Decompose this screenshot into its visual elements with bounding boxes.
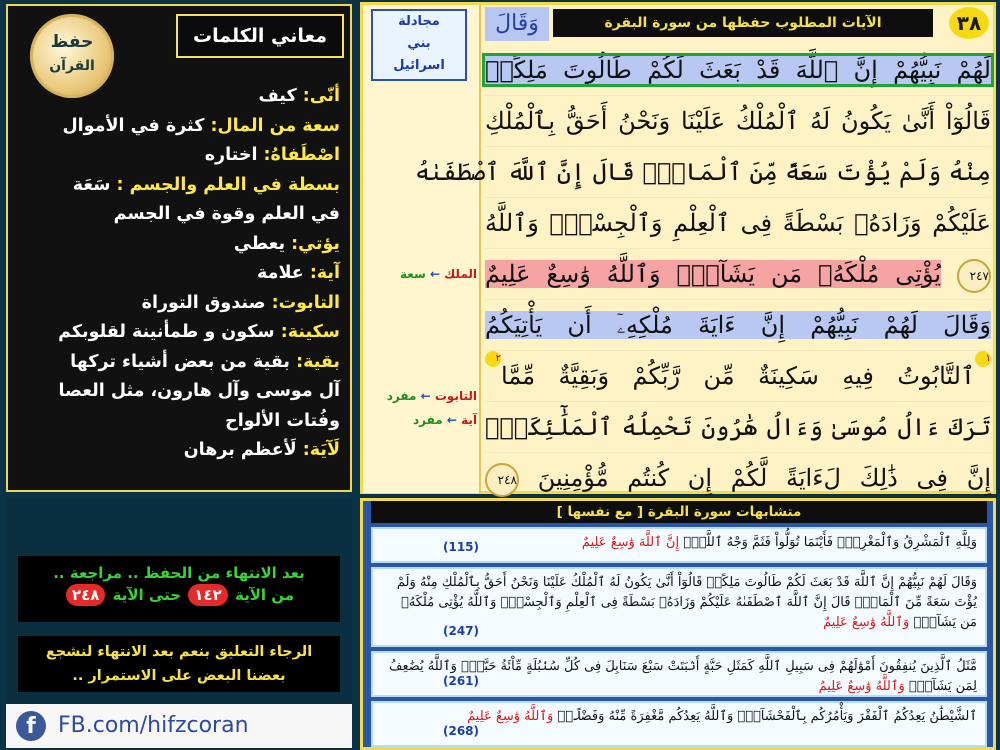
meaning-word: أنّى:	[302, 86, 340, 106]
mark-1-badge: ١	[975, 351, 991, 367]
meaning-line	[10, 318, 340, 348]
meaning-word: سعة من المال:	[210, 115, 340, 136]
meaning-word: اصْطَفاهُ:	[263, 145, 340, 165]
mushaf-header: الآيات المطلوب حفظها من سورة البقرة	[553, 9, 933, 37]
arrow-left-icon: ←	[446, 413, 457, 427]
meaning-word: بسطة في العلم والجسم :	[116, 174, 340, 195]
quran-line-2-text: قَالُوٓاْ أَنَّىٰ يَكُونُ لَهُ ٱلْمُلْكُ عَلَيْنَا وَنَحْنُ أَحَقُّ بِٱلْمُلْكِ	[485, 107, 991, 135]
mushaf-panel	[360, 2, 996, 494]
side-note-tabut	[367, 389, 477, 403]
side-note-ayah	[367, 413, 477, 427]
meaning-line	[10, 436, 340, 466]
similar-verse-highlight: إِنَّ ٱللَّهَ وَٰسِعٌ عَلِيمٌ	[581, 535, 680, 550]
meaning-line	[10, 289, 340, 319]
meaning-line	[10, 230, 340, 260]
similar-verse-ref: (268)	[443, 724, 480, 738]
mujadala-line-3: اسرائيل	[393, 58, 445, 73]
review-from-label: من الآية	[234, 586, 295, 604]
quran-line-9	[485, 453, 991, 504]
arrow-left-icon: ←	[430, 267, 441, 281]
quran-line-5-text: يُؤْتِى مُلْكَهُۥ مَن يَشَآءُۚ وَٱللَّهُ وَٰسِعٌ عَلِيمٌ	[485, 260, 942, 288]
facebook-bar[interactable]	[6, 704, 352, 748]
side-note-sa3a-word: سعة	[399, 267, 426, 281]
review-note	[18, 556, 340, 622]
mushaf-side-column	[363, 5, 481, 493]
mark-2-badge: ٢	[485, 351, 501, 367]
meaning-line	[10, 171, 340, 201]
quran-line-8-text: تَرَكَ ءَالُ مُوسَىٰ وَءَالُ هَٰرُونَ تَحْمِلُهُ ٱلْمَلَٰٓئِكَةُۚ	[485, 413, 991, 441]
logo-line-1: حفظ	[50, 32, 94, 52]
quran-line-7-text: ٱلتَّابُوتُ فِيهِ سَكِينَةٌ مِّن رَّبِّكُمْ وَبَقِيَّةٌ مِّمَّا	[501, 362, 975, 390]
quran-line-6	[485, 300, 991, 351]
review-to-label: حتى الآية	[112, 586, 182, 604]
quran-line-8	[485, 402, 991, 453]
similar-verse-highlight: وَٱللَّهُ وَٰسِعٌ عَلِيمٌ	[467, 709, 554, 724]
meaning-word: آية:	[309, 263, 340, 283]
comment-note	[18, 636, 340, 692]
meanings-panel	[6, 4, 352, 492]
side-note-mulk-word: الملك	[444, 267, 477, 281]
meaning-word: سكينة:	[280, 322, 340, 342]
meanings-title: معاني الكلمات	[176, 14, 344, 58]
facebook-icon: f	[16, 711, 46, 741]
review-note-line-1: بعد الانتهاء من الحفظ .. مراجعة ..	[53, 564, 305, 582]
meaning-text: لَأعظم برهان	[183, 440, 303, 460]
similar-verse-row	[371, 527, 987, 563]
side-note-ayah-word: آية	[461, 413, 477, 427]
similar-verse-highlight: وَٱللَّهُ وَٰسِعٌ عَلِيمٌ	[823, 615, 910, 630]
quran-line-2	[485, 96, 991, 147]
meaning-line	[10, 141, 340, 171]
similar-verse-highlight: وَٱللَّهُ وَٰسِعٌ عَلِيمٌ	[818, 679, 905, 694]
arrow-left-icon: ←	[420, 389, 431, 403]
meaning-text: اختاره	[204, 145, 264, 165]
mujadala-badge	[371, 9, 467, 81]
quran-line-5	[485, 249, 991, 300]
meaning-line	[10, 259, 340, 289]
mujadala-line-2: بني	[407, 36, 431, 51]
meaning-line	[10, 348, 340, 378]
quran-line-4	[485, 198, 991, 249]
quran-line-1-text: لَهُمْ نَبِيُّهُمْ إِنَّ ٱللَّهَ قَدْ بَعَثَ لَكُمْ طَالُوتَ مَلِكًاۚ	[485, 56, 991, 84]
meaning-text: في العلم وقوة في الجسم	[113, 204, 340, 224]
comment-note-line-1: الرجاء التعليق بنعم بعد الانتهاء لنشجع	[45, 644, 313, 660]
waqala-word: وَقَالَ	[485, 7, 549, 41]
comment-note-line-2: بعضنا البعض على الاستمرار ..	[72, 668, 286, 684]
quran-line-6-text: وَقَالَ لَهُمْ نَبِيُّهُمْ إِنَّ ءَايَةَ مُلْكِهِۦٓ أَن يَأْتِيَكُمُ	[485, 311, 991, 339]
meaning-word: لَآيَة:	[302, 440, 340, 460]
side-note-mufrad-2: مفرد	[412, 413, 443, 427]
quran-line-1	[485, 45, 991, 96]
similar-verses-panel	[360, 498, 996, 750]
meaning-text: يعطي	[233, 233, 292, 254]
page-number-badge: ٣٨	[949, 7, 989, 39]
similar-verse-text: مَّثَلُ ٱلَّذِينَ يُنفِقُونَ أَمْوَٰلَهُمْ فِى سَبِيلِ ٱللَّهِ كَمَثَلِ حَبَّةٍ أَنۢبَتَتْ سَبْعَ سَنَابِلَ فِى كُلِّ سُنۢبُلَةٍ مِّاْئَةُ حَبَّةٍۗ وَٱللَّهُ يُضَٰعِفُ لِمَن يَشَآءُۗ	[389, 659, 977, 694]
meaning-text: آل موسى وآل هارون، مثل العصا	[58, 381, 340, 401]
review-from-number: ١٤٢	[188, 584, 227, 606]
review-to-number: ٢٤٨	[66, 584, 105, 606]
quran-line-3	[415, 147, 991, 198]
meaning-text: بقية من بعض أشياء تركها	[70, 351, 297, 372]
similar-verses-title: متشابهات سورة البقرة [ مع نفسها ]	[371, 501, 987, 523]
facebook-link[interactable]: FB.com/hifzcoran	[58, 713, 249, 738]
side-note-mulk	[367, 267, 477, 281]
similar-verse-text: وَقَالَ لَهُمْ نَبِيُّهُمْ إِنَّ ٱللَّهَ قَدْ بَعَثَ لَكُمْ طَالُوتَ مَلِكًاۚ قَالُوٓاْ أَنَّىٰ يَكُونُ لَهُ ٱلْمُلْكُ عَلَيْنَا وَنَحْنُ أَحَقُّ بِٱلْمُلْكِ مِنْهُ وَلَمْ يُؤْتَ سَعَةً مِّنَ ٱلْمَالِۚ قَالَ إِنَّ ٱللَّهَ ٱصْطَفَىٰهُ عَلَيْكُمْ وَزَادَهُۥ بَسْطَةً فِى ٱلْعِلْمِ وَٱلْجِسْمِۖ وَٱللَّهُ يُؤْتِى مُلْكَهُۥ مَن يَشَآءُۚ	[396, 575, 977, 630]
meanings-list	[10, 82, 340, 466]
meaning-line	[10, 200, 340, 230]
meaning-word: بقية:	[296, 351, 340, 372]
meaning-text: كيف	[258, 86, 303, 106]
similar-verse-ref: (247)	[443, 624, 480, 638]
meaning-word: التابوت:	[271, 292, 340, 313]
quran-line-7	[485, 351, 991, 402]
meaning-line	[10, 112, 340, 142]
similar-verse-ref: (115)	[443, 540, 480, 554]
meaning-text: سكون و طمأنينة لقلوبكم	[58, 322, 281, 342]
similar-verse-ref: (261)	[443, 674, 480, 688]
similar-verse-row	[371, 701, 987, 747]
meaning-text: علامة	[257, 263, 310, 283]
meaning-line	[10, 82, 340, 112]
meaning-line	[10, 377, 340, 407]
ayah-247-marker: ٢٤٧	[957, 259, 991, 293]
meaning-word: يؤتي:	[291, 233, 340, 254]
quran-line-9-text: إِنَّ فِى ذَٰلِكَ لَءَايَةً لَّكُمْ إِن كُنتُم مُّؤْمِنِينَ	[537, 464, 991, 492]
notes-panel	[6, 498, 352, 750]
quran-line-4-text: عَلَيْكُمْ وَزَادَهُۥ بَسْطَةً فِى ٱلْعِلْمِ وَٱلْجِسْمِۖ وَٱللَّهُ	[485, 209, 991, 237]
side-note-mufrad-1: مفرد	[386, 389, 417, 403]
side-note-tabut-word: التابوت	[434, 389, 477, 403]
meaning-line	[10, 407, 340, 437]
review-note-line-2	[18, 584, 340, 606]
quran-line-3-text: مِنْهُ وَلَمْ يُؤْتَ سَعَةً مِّنَ ٱلْمَالِۚ قَالَ إِنَّ ٱللَّهَ ٱصْطَفَىٰهُ	[415, 158, 991, 186]
logo-line-2: القرآن	[49, 58, 95, 74]
similar-verse-row	[371, 567, 987, 647]
ayah-248-marker: ٢٤٨	[485, 463, 519, 497]
similar-verse-text: ٱلشَّيْطَٰنُ يَعِدُكُمُ ٱلْفَقْرَ وَيَأْمُرُكُم بِٱلْفَحْشَآءِۖ وَٱللَّهُ يَعِدُكُم مَّغْفِرَةً مِّنْهُ وَفَضْلًاۗ	[557, 709, 977, 724]
meaning-text: سَعَة	[72, 174, 117, 195]
meaning-text: صندوق التوراة	[141, 292, 272, 313]
meaning-text: كثرة في الأموال	[62, 115, 211, 136]
mujadala-line-1: مجادلة	[398, 14, 440, 29]
similar-verse-text: وَلِلَّهِ ٱلْمَشْرِقُ وَٱلْمَغْرِبُۚ فَأَيْنَمَا تُوَلُّواْ فَثَمَّ وَجْهُ ٱللَّهِۚ	[683, 535, 977, 550]
similar-verse-row	[371, 651, 987, 697]
meaning-text: وفُتات الألواح	[225, 410, 340, 431]
